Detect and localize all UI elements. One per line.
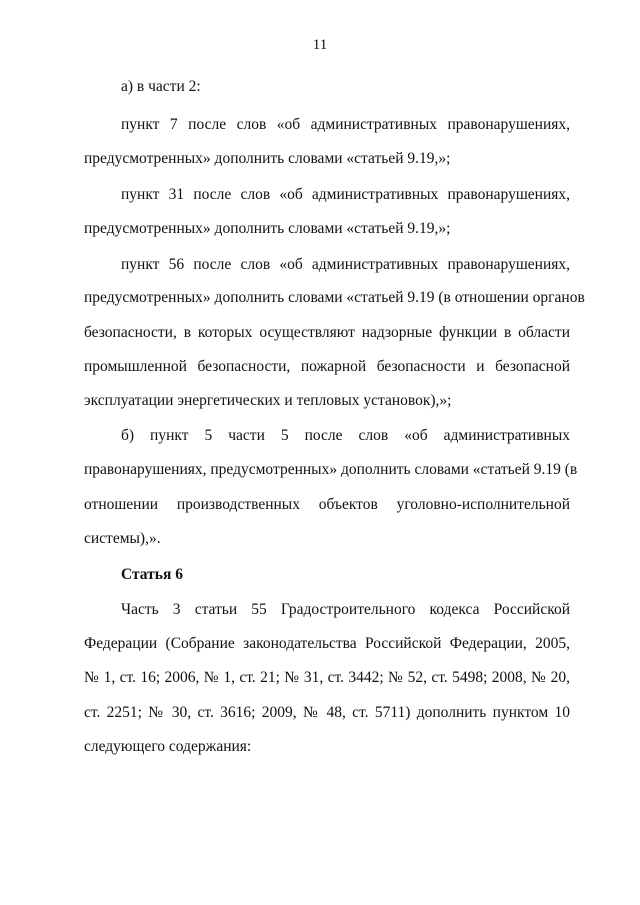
paragraph-line: Федерации (Собрание законодательства Российской Федерации, 2005, <box>84 635 570 652</box>
page-number: 11 <box>312 37 328 53</box>
paragraph-line: предусмотренных» дополнить словами «статьей 9.19,»; <box>84 220 451 237</box>
paragraph-line: б) пункт 5 части 5 после слов «об административных <box>121 427 570 444</box>
paragraph-line: № 1, ст. 16; 2006, № 1, ст. 21; № 31, ст. 3442; № 52, ст. 5498; 2008, № 20, <box>84 669 570 686</box>
paragraph-line: предусмотренных» дополнить словами «статьей 9.19,»; <box>84 150 451 167</box>
paragraph-line: пункт 31 после слов «об административных правонарушениях, <box>121 186 570 203</box>
paragraph-line: промышленной безопасности, пожарной безопасности и безопасной <box>84 358 570 375</box>
paragraph-line: эксплуатации энергетических и тепловых установок),»; <box>84 392 452 409</box>
paragraph-line: ст. 2251; № 30, ст. 3616; 2009, № 48, ст. 5711) дополнить пунктом 10 <box>84 704 570 721</box>
article-heading: Статья 6 <box>121 566 183 583</box>
paragraph-line: правонарушениях, предусмотренных» дополнить словами «статьей 9.19 (в <box>84 461 578 478</box>
paragraph-line: пункт 7 после слов «об административных правонарушениях, <box>121 116 570 133</box>
paragraph-line: Часть 3 статьи 55 Градостроительного кодекса Российской <box>121 601 570 618</box>
paragraph-line: отношении производственных объектов уголовно-исполнительной <box>84 496 570 513</box>
paragraph-line: следующего содержания: <box>84 738 252 755</box>
paragraph-line: безопасности, в которых осуществляют надзорные функции в области <box>84 324 570 341</box>
paragraph-line: системы),». <box>84 530 161 547</box>
paragraph-line: предусмотренных» дополнить словами «статьей 9.19 (в отношении органов <box>84 289 585 306</box>
paragraph-line: пункт 56 после слов «об административных правонарушениях, <box>121 256 570 273</box>
paragraph-line: а) в части 2: <box>121 78 201 95</box>
